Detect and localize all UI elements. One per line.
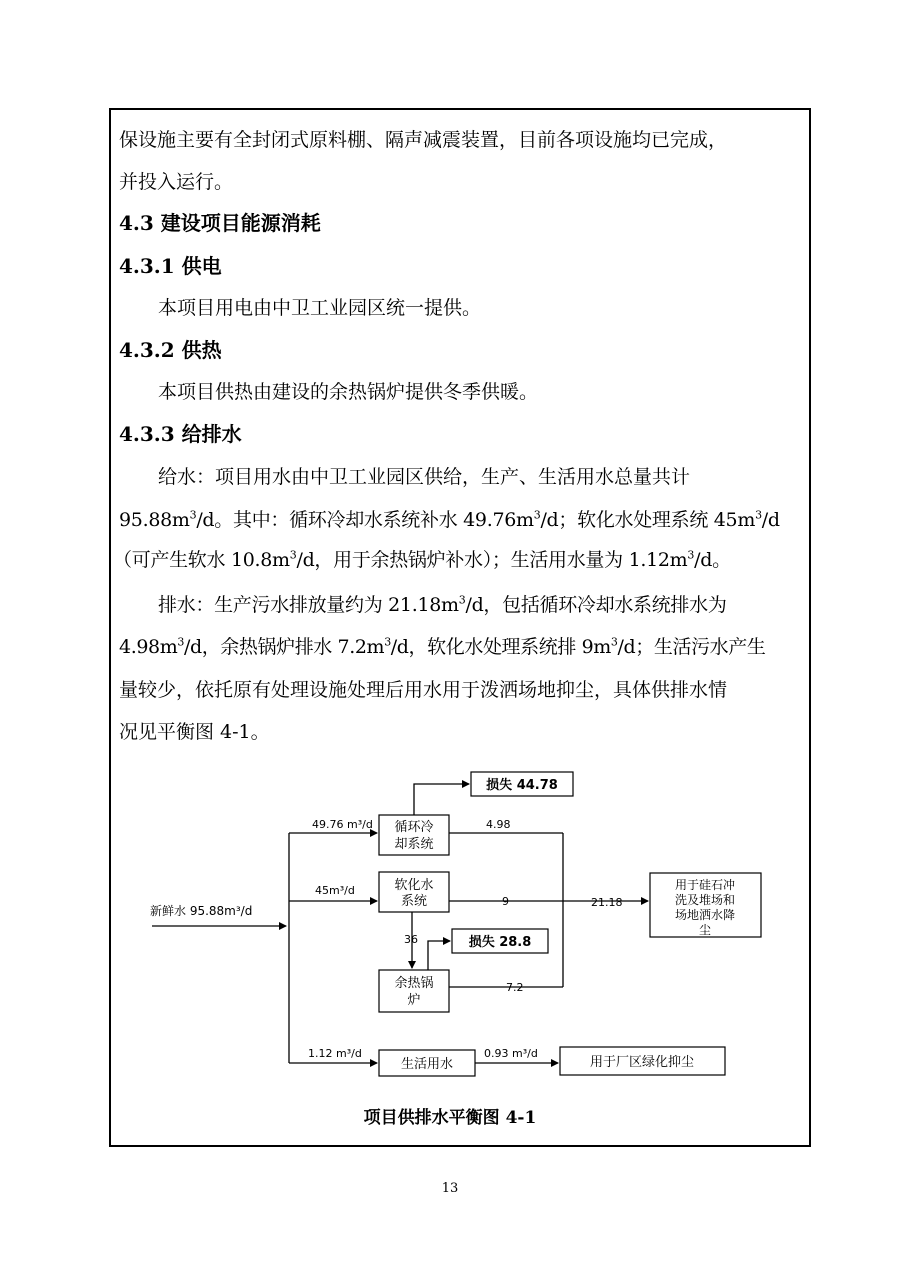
section-heading-4-3-1: 4.3.1 供电 xyxy=(119,254,222,278)
paragraph-drain-line: 排水：生产污水排放量约为 $21.18m^3/d$，包括循环冷却水系统排水为 xyxy=(158,593,727,616)
section-heading-4-3-3: 4.3.3 给排水 xyxy=(119,422,242,446)
total-out-label: 21.18 xyxy=(591,896,623,909)
cooling-out-label: 4.98 xyxy=(486,818,511,831)
figure-caption: 项目供排水平衡图 4-1 xyxy=(363,1108,537,1128)
loss1-label: 损失 44.78 xyxy=(486,778,558,793)
paragraph-line: 并投入运行。 xyxy=(119,171,234,193)
boiler-out-label: 7.2 xyxy=(506,981,524,994)
paragraph-supply-line: 给水：项目用水由中卫工业园区供给，生产、生活用水总量共计 xyxy=(158,466,691,488)
boiler-label: 炉 xyxy=(407,993,421,1008)
soft-to-boiler-label: 36 xyxy=(404,933,418,946)
paragraph-supply-line: （可产生软水 $10.8m^3/d$，用于余热锅炉补水）；生活用水量为 $1.12m^3/d$。 xyxy=(113,548,731,571)
reuse-label: 尘 xyxy=(698,923,712,937)
domestic-feed-label: 1.12 m³/d xyxy=(308,1047,362,1060)
paragraph-power: 本项目用电由中卫工业园区统一提供。 xyxy=(158,297,482,319)
domestic-label: 生活用水 xyxy=(400,1057,454,1072)
water-balance-diagram xyxy=(140,778,780,1095)
paragraph-drain-line: $4.98m^3/d$，余热锅炉排水 $7.2m^3/d$，软化水处理系统排 $9m^3/d$；生活污水产生 xyxy=(119,635,766,658)
boiler-label: 余热锅 xyxy=(394,976,434,991)
soft-water-label: 软化水 xyxy=(394,878,434,893)
paragraph-heat: 本项目供热由建设的余热锅炉提供冬季供暖。 xyxy=(158,381,539,403)
fresh-water-label: 新鲜水 95.88m³/d xyxy=(150,904,253,918)
paragraph-drain-line: 况见平衡图 4-1。 xyxy=(119,721,270,743)
page-number: 13 xyxy=(441,1181,459,1196)
domestic-out-label: 0.93 m³/d xyxy=(484,1047,538,1060)
cooling-system-label: 循环冷 xyxy=(394,820,434,835)
reuse-label: 用于硅石冲 xyxy=(674,878,736,892)
reuse-label: 洗及堆场和 xyxy=(674,893,736,907)
paragraph-drain-line: 量较少，依托原有处理设施处理后用水用于泼洒场地抑尘，具体供排水情 xyxy=(119,679,728,701)
paragraph-supply-line: $95.88m^3/d$。其中：循环冷却水系统补水 $49.76m^3/d$；软化水处理系统 $45m^3/d$ xyxy=(119,508,780,531)
soft-out-label: 9 xyxy=(502,895,509,908)
soft-water-label: 系统 xyxy=(400,894,428,909)
reuse-label: 场地洒水降 xyxy=(674,908,736,922)
section-heading-4-3-2: 4.3.2 供热 xyxy=(119,338,222,362)
loss2-label: 损失 28.8 xyxy=(468,935,532,950)
cooling-feed-label: 49.76 m³/d xyxy=(312,818,373,831)
soft-feed-label: 45m³/d xyxy=(315,884,355,897)
loss2-line xyxy=(428,941,450,970)
cooling-system-label: 却系统 xyxy=(394,837,434,852)
paragraph-line: 保设施主要有全封闭式原料棚、隔声减震装置，目前各项设施均已完成， xyxy=(119,129,728,151)
section-heading-4-3: 4.3 建设项目能源消耗 xyxy=(119,211,321,235)
greening-label: 用于厂区绿化抑尘 xyxy=(589,1055,695,1070)
